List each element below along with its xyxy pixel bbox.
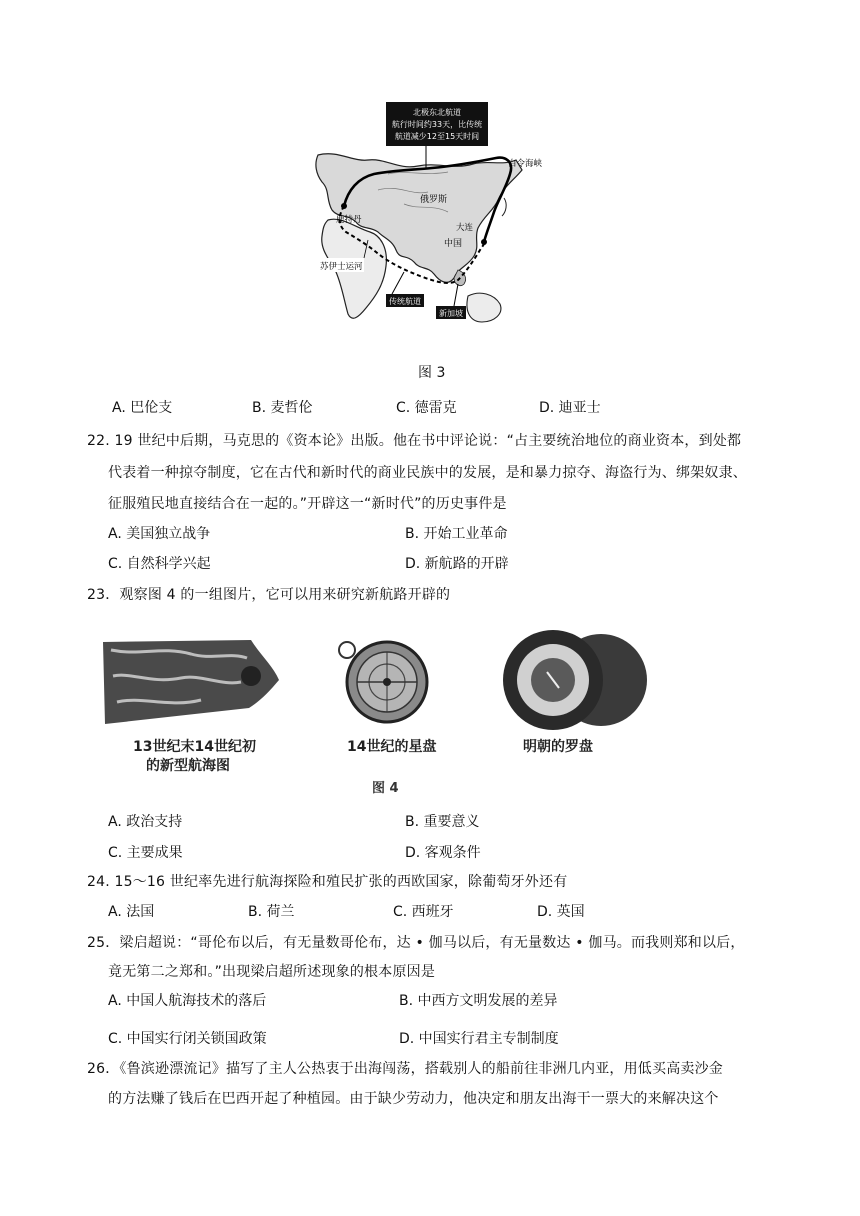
label-rotterdam: 鹿特丹 (336, 215, 362, 225)
q23-option-a[interactable]: A. 政治支持 (108, 814, 183, 830)
nautical-chart-graphic (101, 636, 281, 728)
q23-stem: 23．观察图 4 的一组图片，它可以用来研究新航路开辟的 (87, 587, 451, 603)
q22-option-a[interactable]: A. 美国独立战争 (108, 526, 211, 542)
q25-option-c[interactable]: C. 中国实行闭关锁国政策 (108, 1031, 267, 1047)
label-bering-strait: 白令海峡 (508, 159, 543, 169)
q22-stem-line-2: 代表着一种掠夺制度，它在古代和新时代的商业民族中的发展，是和暴力掠夺、海盗行为、绑架奴隶、 (108, 465, 747, 481)
figure-4-caption-compass: 明朝的罗盘 (523, 739, 593, 755)
astrolabe-pin (383, 678, 391, 686)
map-graphic (308, 100, 543, 346)
label-russia: 俄罗斯 (420, 195, 448, 205)
q23-option-d[interactable]: D. 客观条件 (405, 845, 481, 861)
figure-4-caption-chart-line-1: 13世纪末14世纪初 (133, 739, 256, 755)
figure-3-map (308, 100, 543, 346)
q25-option-d[interactable]: D. 中国实行君主专制制度 (399, 1031, 559, 1047)
figure-4-nautical-chart-image (101, 636, 281, 728)
astrolabe-graphic (331, 628, 431, 728)
q26-stem-line-1: 26．《鲁滨逊漂流记》描写了主人公热衷于出海闯荡，搭载别人的船前往非洲几内亚，用低买高卖沙金 (87, 1061, 724, 1077)
q26-stem-line-2: 的方法赚了钱后在巴西开起了种植园。由于缺少劳动力，他决定和朋友出海干一票大的来解决这个 (108, 1091, 719, 1107)
japan-coast (502, 198, 506, 216)
figure-4-compass-image (497, 626, 649, 732)
q24-option-c[interactable]: C. 西班牙 (393, 904, 454, 920)
label-singapore: 新加坡 (439, 309, 463, 318)
q23-option-c[interactable]: C. 主要成果 (108, 845, 183, 861)
q21-option-a[interactable]: A. 巴伦支 (112, 400, 173, 416)
label-china: 中国 (444, 239, 463, 249)
q21-option-b[interactable]: B. 麦哲伦 (252, 400, 313, 416)
q25-option-b[interactable]: B. 中西方文明发展的差异 (399, 993, 558, 1009)
compass-graphic (497, 626, 649, 732)
q22-option-b[interactable]: B. 开始工业革命 (405, 526, 508, 542)
singapore-pointer (454, 284, 458, 306)
australia-landmass (467, 293, 501, 322)
figure-4-label: 图 4 (372, 781, 399, 796)
q22-option-d[interactable]: D. 新航路的开辟 (405, 556, 509, 572)
figure-4-caption-chart-line-2: 的新型航海图 (146, 758, 230, 774)
label-dalian: 大连 (456, 223, 474, 233)
q25-option-a[interactable]: A. 中国人航海技术的落后 (108, 993, 267, 1009)
callout-line-2: 航行时间约33天，比传统 (391, 120, 483, 129)
figure-4-caption-astrolabe: 14世纪的星盘 (347, 739, 437, 755)
figure-4-astrolabe-image (331, 628, 431, 728)
q24-option-b[interactable]: B. 荷兰 (248, 904, 295, 920)
astrolabe-ring (339, 642, 355, 658)
chart-spot (241, 666, 261, 686)
q23-option-b[interactable]: B. 重要意义 (405, 814, 480, 830)
q21-option-c[interactable]: C. 德雷克 (396, 400, 457, 416)
callout-line-3: 航道减少12至15天时间 (394, 132, 480, 141)
dalian-marker (481, 239, 487, 245)
rotterdam-marker (341, 203, 347, 209)
label-traditional-route: 传统航道 (389, 297, 421, 306)
q22-stem-line-1: 22. 19 世纪中后期，马克思的《资本论》出版。他在书中评论说：“占主要统治地位的商业资本，到处都 (87, 433, 742, 449)
q25-stem-line-1: 25．梁启超说：“哥伦布以后，有无量数哥伦布，达 • 伽马以后，有无量数达 • 伽马。而我则郑和以后， (87, 935, 745, 951)
callout-line-1: 北极东北航道 (413, 108, 461, 117)
q24-option-a[interactable]: A. 法国 (108, 904, 155, 920)
q22-option-c[interactable]: C. 自然科学兴起 (108, 556, 211, 572)
q21-option-d[interactable]: D. 迪亚士 (539, 400, 601, 416)
q25-stem-line-2: 竟无第二之郑和。”出现梁启超所述现象的根本原因是 (108, 964, 436, 980)
q22-stem-line-3: 征服殖民地直接结合在一起的。”开辟这一“新时代”的历史事件是 (108, 496, 507, 512)
label-suez-canal: 苏伊士运河 (320, 262, 363, 272)
traditional-pointer (392, 272, 404, 294)
q24-stem: 24. 15～16 世纪率先进行航海探险和殖民扩张的西欧国家，除葡萄牙外还有 (87, 874, 568, 890)
figure-3-caption: 图 3 (418, 365, 446, 381)
q24-option-d[interactable]: D. 英国 (537, 904, 585, 920)
